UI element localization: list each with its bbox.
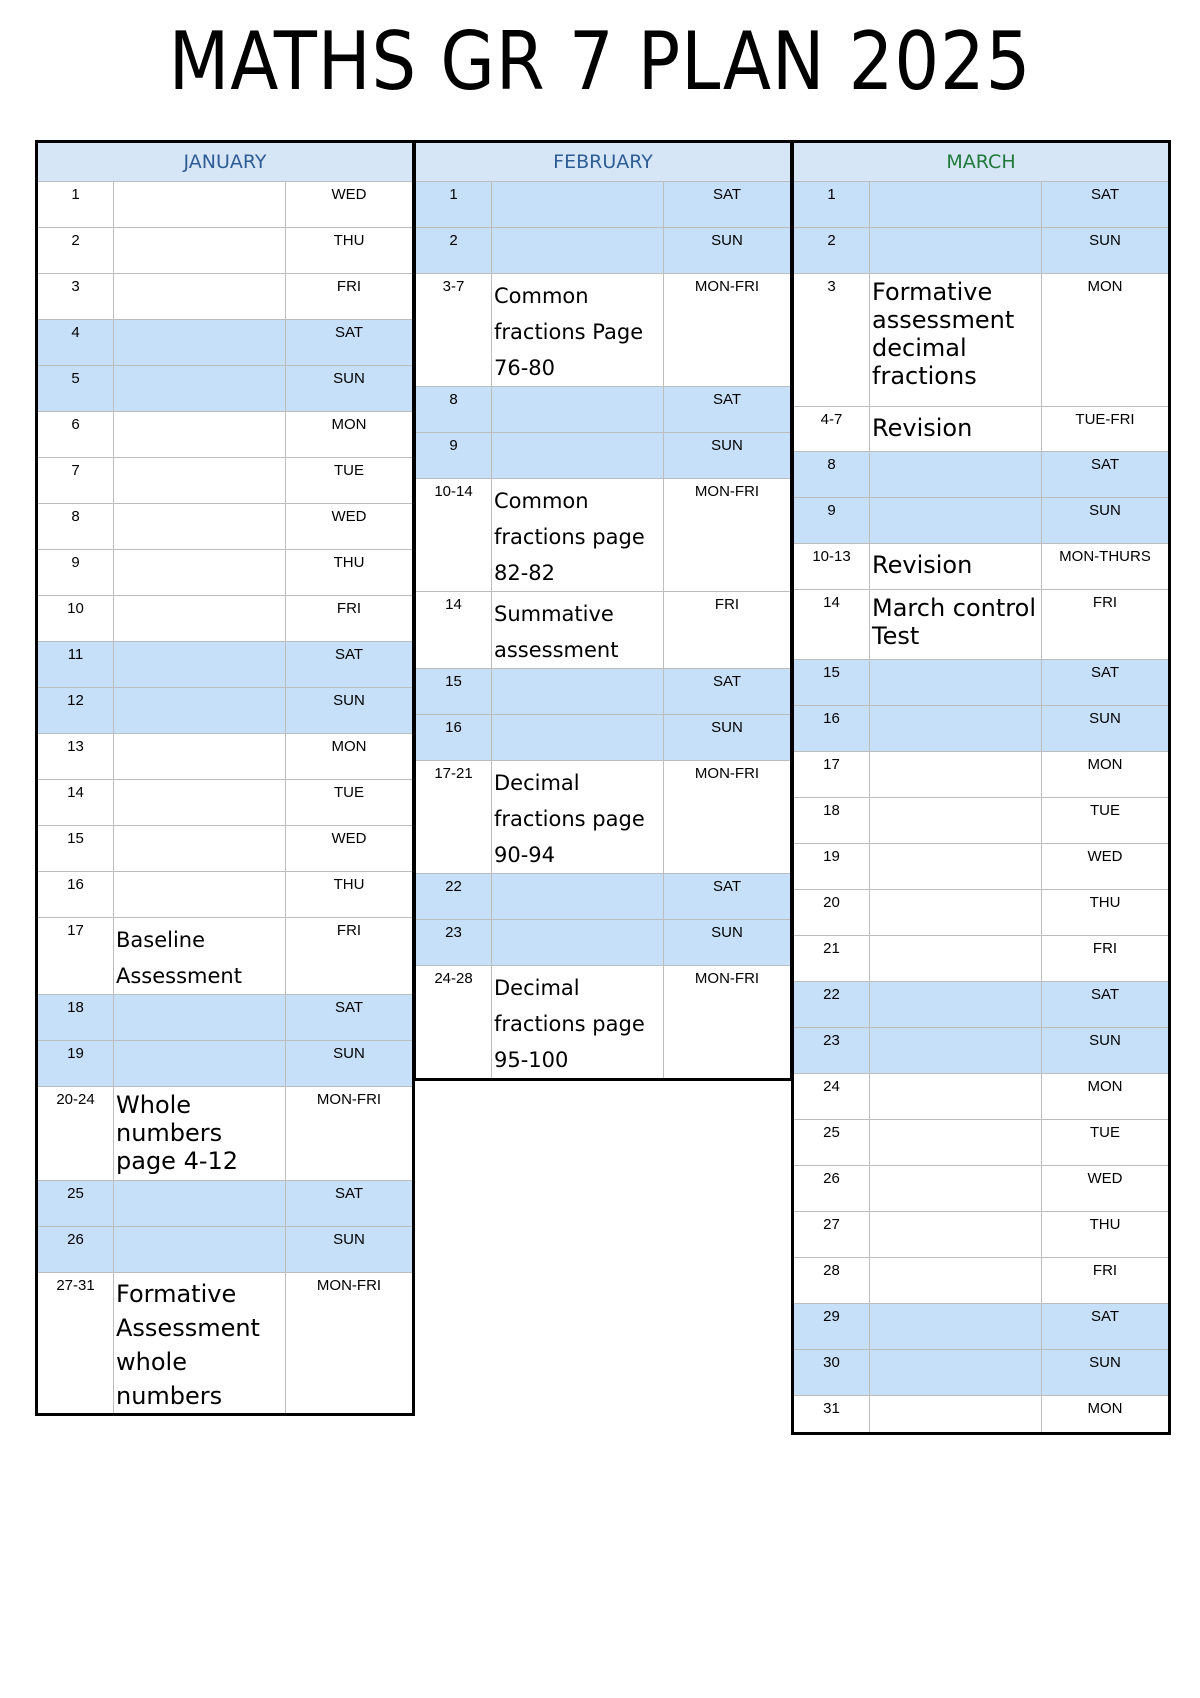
weekday-cell: MON-FRI	[286, 1087, 414, 1181]
weekday-cell: SUN	[1042, 228, 1170, 274]
activity-cell	[870, 844, 1042, 890]
date-cell: 19	[37, 1041, 114, 1087]
weekday-cell: TUE	[1042, 1120, 1170, 1166]
date-cell: 13	[37, 734, 114, 780]
date-cell: 2	[37, 228, 114, 274]
weekday-cell: SUN	[664, 228, 792, 274]
january-table	[35, 140, 415, 1416]
activity-cell	[870, 452, 1042, 498]
weekday-cell: SUN	[1042, 706, 1170, 752]
table-row	[793, 274, 1170, 407]
weekday-cell: SAT	[286, 995, 414, 1041]
weekday-cell: WED	[1042, 844, 1170, 890]
activity-cell: Decimal fractions page 90-94	[492, 761, 664, 874]
activity-cell	[114, 320, 286, 366]
table-row	[415, 874, 792, 920]
weekday-cell: WED	[286, 826, 414, 872]
table-row	[415, 274, 792, 387]
activity-cell	[114, 596, 286, 642]
activity-cell	[870, 1396, 1042, 1434]
activity-cell	[870, 1120, 1042, 1166]
date-cell: 22	[793, 982, 870, 1028]
activity-cell	[492, 715, 664, 761]
weekday-cell: SUN	[1042, 1350, 1170, 1396]
table-row	[793, 1350, 1170, 1396]
activity-cell	[870, 660, 1042, 706]
date-cell: 10-13	[793, 544, 870, 590]
table-row	[793, 660, 1170, 706]
table-row	[793, 1258, 1170, 1304]
date-cell: 20-24	[37, 1087, 114, 1181]
table-row	[793, 936, 1170, 982]
activity-cell: Summative assessment	[492, 592, 664, 669]
activity-cell	[114, 872, 286, 918]
date-cell: 5	[37, 366, 114, 412]
activity-cell	[492, 182, 664, 228]
activity-cell: Revision	[870, 407, 1042, 452]
table-row	[37, 734, 414, 780]
date-cell: 17-21	[415, 761, 492, 874]
weekday-cell: WED	[286, 504, 414, 550]
activity-cell	[492, 387, 664, 433]
activity-cell	[114, 366, 286, 412]
weekday-cell: SAT	[286, 320, 414, 366]
activity-cell: Common fractions page 82-82	[492, 479, 664, 592]
month-header-january: JANUARY	[37, 142, 414, 182]
table-row	[415, 920, 792, 966]
table-row	[37, 320, 414, 366]
table-row	[793, 706, 1170, 752]
table-row	[37, 274, 414, 320]
date-cell: 4-7	[793, 407, 870, 452]
table-row	[415, 228, 792, 274]
activity-cell	[870, 1074, 1042, 1120]
table-row	[415, 182, 792, 228]
weekday-cell: THU	[286, 550, 414, 596]
table-row	[37, 1181, 414, 1227]
activity-cell	[870, 1212, 1042, 1258]
date-cell: 18	[37, 995, 114, 1041]
table-row	[415, 715, 792, 761]
table-row	[793, 544, 1170, 590]
date-cell: 12	[37, 688, 114, 734]
date-cell: 26	[793, 1166, 870, 1212]
weekday-cell: THU	[286, 872, 414, 918]
weekday-cell: MON-FRI	[664, 479, 792, 592]
table-row	[37, 780, 414, 826]
march-table	[791, 140, 1171, 1435]
weekday-cell: FRI	[664, 592, 792, 669]
activity-cell	[870, 182, 1042, 228]
activity-cell	[114, 826, 286, 872]
table-row	[793, 1074, 1170, 1120]
weekday-cell: SAT	[664, 669, 792, 715]
date-cell: 16	[793, 706, 870, 752]
weekday-cell: TUE	[286, 780, 414, 826]
weekday-cell: FRI	[1042, 1258, 1170, 1304]
activity-cell: Formative assessment decimal fractions	[870, 274, 1042, 407]
date-cell: 25	[793, 1120, 870, 1166]
table-row	[37, 918, 414, 995]
date-cell: 23	[415, 920, 492, 966]
table-row	[793, 228, 1170, 274]
weekday-cell: THU	[1042, 1212, 1170, 1258]
date-cell: 17	[793, 752, 870, 798]
date-cell: 20	[793, 890, 870, 936]
date-cell: 9	[415, 433, 492, 479]
activity-cell	[870, 1166, 1042, 1212]
activity-cell	[870, 706, 1042, 752]
activity-cell	[492, 920, 664, 966]
date-cell: 14	[415, 592, 492, 669]
weekday-cell: SUN	[286, 688, 414, 734]
table-row	[793, 1396, 1170, 1434]
activity-cell	[870, 1350, 1042, 1396]
date-cell: 31	[793, 1396, 870, 1434]
weekday-cell: SUN	[286, 366, 414, 412]
activity-cell	[114, 228, 286, 274]
weekday-cell: SAT	[1042, 1304, 1170, 1350]
date-cell: 8	[793, 452, 870, 498]
weekday-cell: SUN	[1042, 1028, 1170, 1074]
table-row	[793, 752, 1170, 798]
activity-cell: Decimal fractions page 95-100	[492, 966, 664, 1080]
weekday-cell: TUE	[286, 458, 414, 504]
page-title: MATHS GR 7 PLAN 2025	[168, 15, 1032, 108]
activity-cell	[114, 734, 286, 780]
weekday-cell: MON	[286, 412, 414, 458]
table-row	[793, 182, 1170, 228]
weekday-cell: SAT	[664, 387, 792, 433]
activity-cell	[870, 1304, 1042, 1350]
date-cell: 10	[37, 596, 114, 642]
table-row	[37, 228, 414, 274]
table-row	[37, 826, 414, 872]
activity-cell	[114, 1227, 286, 1273]
table-row	[37, 504, 414, 550]
table-row	[37, 1227, 414, 1273]
weekday-cell: WED	[286, 182, 414, 228]
table-row	[37, 182, 414, 228]
activity-cell	[114, 780, 286, 826]
table-row	[793, 1304, 1170, 1350]
table-row	[793, 1120, 1170, 1166]
date-cell: 28	[793, 1258, 870, 1304]
weekday-cell: MON-FRI	[286, 1273, 414, 1415]
weekday-cell: MON	[1042, 1396, 1170, 1434]
date-cell: 1	[793, 182, 870, 228]
activity-cell	[870, 798, 1042, 844]
weekday-cell: SUN	[286, 1041, 414, 1087]
activity-cell	[870, 982, 1042, 1028]
activity-cell	[870, 890, 1042, 936]
date-cell: 24	[793, 1074, 870, 1120]
table-row	[793, 1212, 1170, 1258]
date-cell: 2	[415, 228, 492, 274]
activity-cell	[870, 1028, 1042, 1074]
activity-cell	[870, 752, 1042, 798]
activity-cell	[114, 458, 286, 504]
date-cell: 30	[793, 1350, 870, 1396]
month-header-march: MARCH	[793, 142, 1170, 182]
table-row	[37, 366, 414, 412]
date-cell: 19	[793, 844, 870, 890]
date-cell: 27	[793, 1212, 870, 1258]
date-cell: 16	[415, 715, 492, 761]
table-row	[37, 872, 414, 918]
date-cell: 3	[37, 274, 114, 320]
weekday-cell: MON	[1042, 752, 1170, 798]
activity-cell	[114, 1181, 286, 1227]
date-cell: 14	[793, 590, 870, 660]
activity-cell	[114, 995, 286, 1041]
weekday-cell: MON-THURS	[1042, 544, 1170, 590]
date-cell: 2	[793, 228, 870, 274]
date-cell: 15	[793, 660, 870, 706]
table-row	[793, 844, 1170, 890]
activity-cell: Whole numbers page 4-12	[114, 1087, 286, 1181]
weekday-cell: SAT	[286, 642, 414, 688]
date-cell: 9	[37, 550, 114, 596]
weekday-cell: MON-FRI	[664, 966, 792, 1080]
activity-cell: Revision	[870, 544, 1042, 590]
date-cell: 15	[37, 826, 114, 872]
weekday-cell: FRI	[1042, 590, 1170, 660]
table-row	[37, 642, 414, 688]
date-cell: 25	[37, 1181, 114, 1227]
table-row	[793, 498, 1170, 544]
weekday-cell: FRI	[286, 918, 414, 995]
activity-cell: March control Test	[870, 590, 1042, 660]
weekday-cell: MON	[1042, 274, 1170, 407]
weekday-cell: SAT	[1042, 982, 1170, 1028]
date-cell: 8	[415, 387, 492, 433]
weekday-cell: SUN	[664, 433, 792, 479]
table-row	[415, 966, 792, 1080]
table-row	[415, 592, 792, 669]
table-row	[37, 1087, 414, 1181]
date-cell: 6	[37, 412, 114, 458]
table-row	[37, 458, 414, 504]
month-header-february: FEBRUARY	[415, 142, 792, 182]
table-row	[793, 452, 1170, 498]
activity-cell	[870, 936, 1042, 982]
table-row	[415, 433, 792, 479]
activity-cell	[114, 274, 286, 320]
table-row	[415, 669, 792, 715]
weekday-cell: FRI	[286, 596, 414, 642]
date-cell: 26	[37, 1227, 114, 1273]
activity-cell	[870, 498, 1042, 544]
date-cell: 23	[793, 1028, 870, 1074]
table-row	[37, 688, 414, 734]
weekday-cell: TUE-FRI	[1042, 407, 1170, 452]
activity-cell	[114, 412, 286, 458]
date-cell: 4	[37, 320, 114, 366]
table-row	[793, 1166, 1170, 1212]
weekday-cell: SAT	[1042, 452, 1170, 498]
weekday-cell: TUE	[1042, 798, 1170, 844]
weekday-cell: MON	[286, 734, 414, 780]
table-row	[37, 1273, 414, 1415]
activity-cell: Formative Assessment whole numbers	[114, 1273, 286, 1415]
activity-cell	[870, 228, 1042, 274]
weekday-cell: SAT	[664, 182, 792, 228]
table-row	[37, 596, 414, 642]
activity-cell: Baseline Assessment	[114, 918, 286, 995]
date-cell: 29	[793, 1304, 870, 1350]
table-row	[37, 412, 414, 458]
weekday-cell: FRI	[286, 274, 414, 320]
date-cell: 21	[793, 936, 870, 982]
activity-cell: Common fractions Page 76-80	[492, 274, 664, 387]
date-cell: 24-28	[415, 966, 492, 1080]
date-cell: 3-7	[415, 274, 492, 387]
activity-cell	[114, 688, 286, 734]
february-table	[413, 140, 793, 1081]
activity-cell	[492, 669, 664, 715]
weekday-cell: SAT	[1042, 660, 1170, 706]
weekday-cell: MON-FRI	[664, 761, 792, 874]
activity-cell	[114, 550, 286, 596]
activity-cell	[492, 228, 664, 274]
table-row	[793, 590, 1170, 660]
weekday-cell: WED	[1042, 1166, 1170, 1212]
date-cell: 1	[37, 182, 114, 228]
date-cell: 18	[793, 798, 870, 844]
weekday-cell: SAT	[1042, 182, 1170, 228]
activity-cell	[114, 182, 286, 228]
date-cell: 11	[37, 642, 114, 688]
table-row	[793, 1028, 1170, 1074]
date-cell: 22	[415, 874, 492, 920]
table-row	[793, 407, 1170, 452]
weekday-cell: SAT	[664, 874, 792, 920]
date-cell: 3	[793, 274, 870, 407]
activity-cell	[492, 874, 664, 920]
weekday-cell: SUN	[286, 1227, 414, 1273]
weekday-cell: SUN	[664, 715, 792, 761]
activity-cell	[114, 504, 286, 550]
table-row	[37, 1041, 414, 1087]
table-row	[415, 761, 792, 874]
date-cell: 1	[415, 182, 492, 228]
table-row	[415, 387, 792, 433]
date-cell: 17	[37, 918, 114, 995]
date-cell: 9	[793, 498, 870, 544]
activity-cell	[114, 642, 286, 688]
date-cell: 7	[37, 458, 114, 504]
activity-cell	[114, 1041, 286, 1087]
weekday-cell: SAT	[286, 1181, 414, 1227]
table-row	[37, 995, 414, 1041]
weekday-cell: MON-FRI	[664, 274, 792, 387]
weekday-cell: MON	[1042, 1074, 1170, 1120]
weekday-cell: SUN	[664, 920, 792, 966]
table-row	[793, 982, 1170, 1028]
activity-cell	[492, 433, 664, 479]
date-cell: 16	[37, 872, 114, 918]
date-cell: 27-31	[37, 1273, 114, 1415]
weekday-cell: FRI	[1042, 936, 1170, 982]
weekday-cell: SUN	[1042, 498, 1170, 544]
date-cell: 10-14	[415, 479, 492, 592]
table-row	[793, 798, 1170, 844]
date-cell: 8	[37, 504, 114, 550]
weekday-cell: THU	[1042, 890, 1170, 936]
table-row	[415, 479, 792, 592]
weekday-cell: THU	[286, 228, 414, 274]
date-cell: 15	[415, 669, 492, 715]
activity-cell	[870, 1258, 1042, 1304]
table-row	[37, 550, 414, 596]
table-row	[793, 890, 1170, 936]
date-cell: 14	[37, 780, 114, 826]
